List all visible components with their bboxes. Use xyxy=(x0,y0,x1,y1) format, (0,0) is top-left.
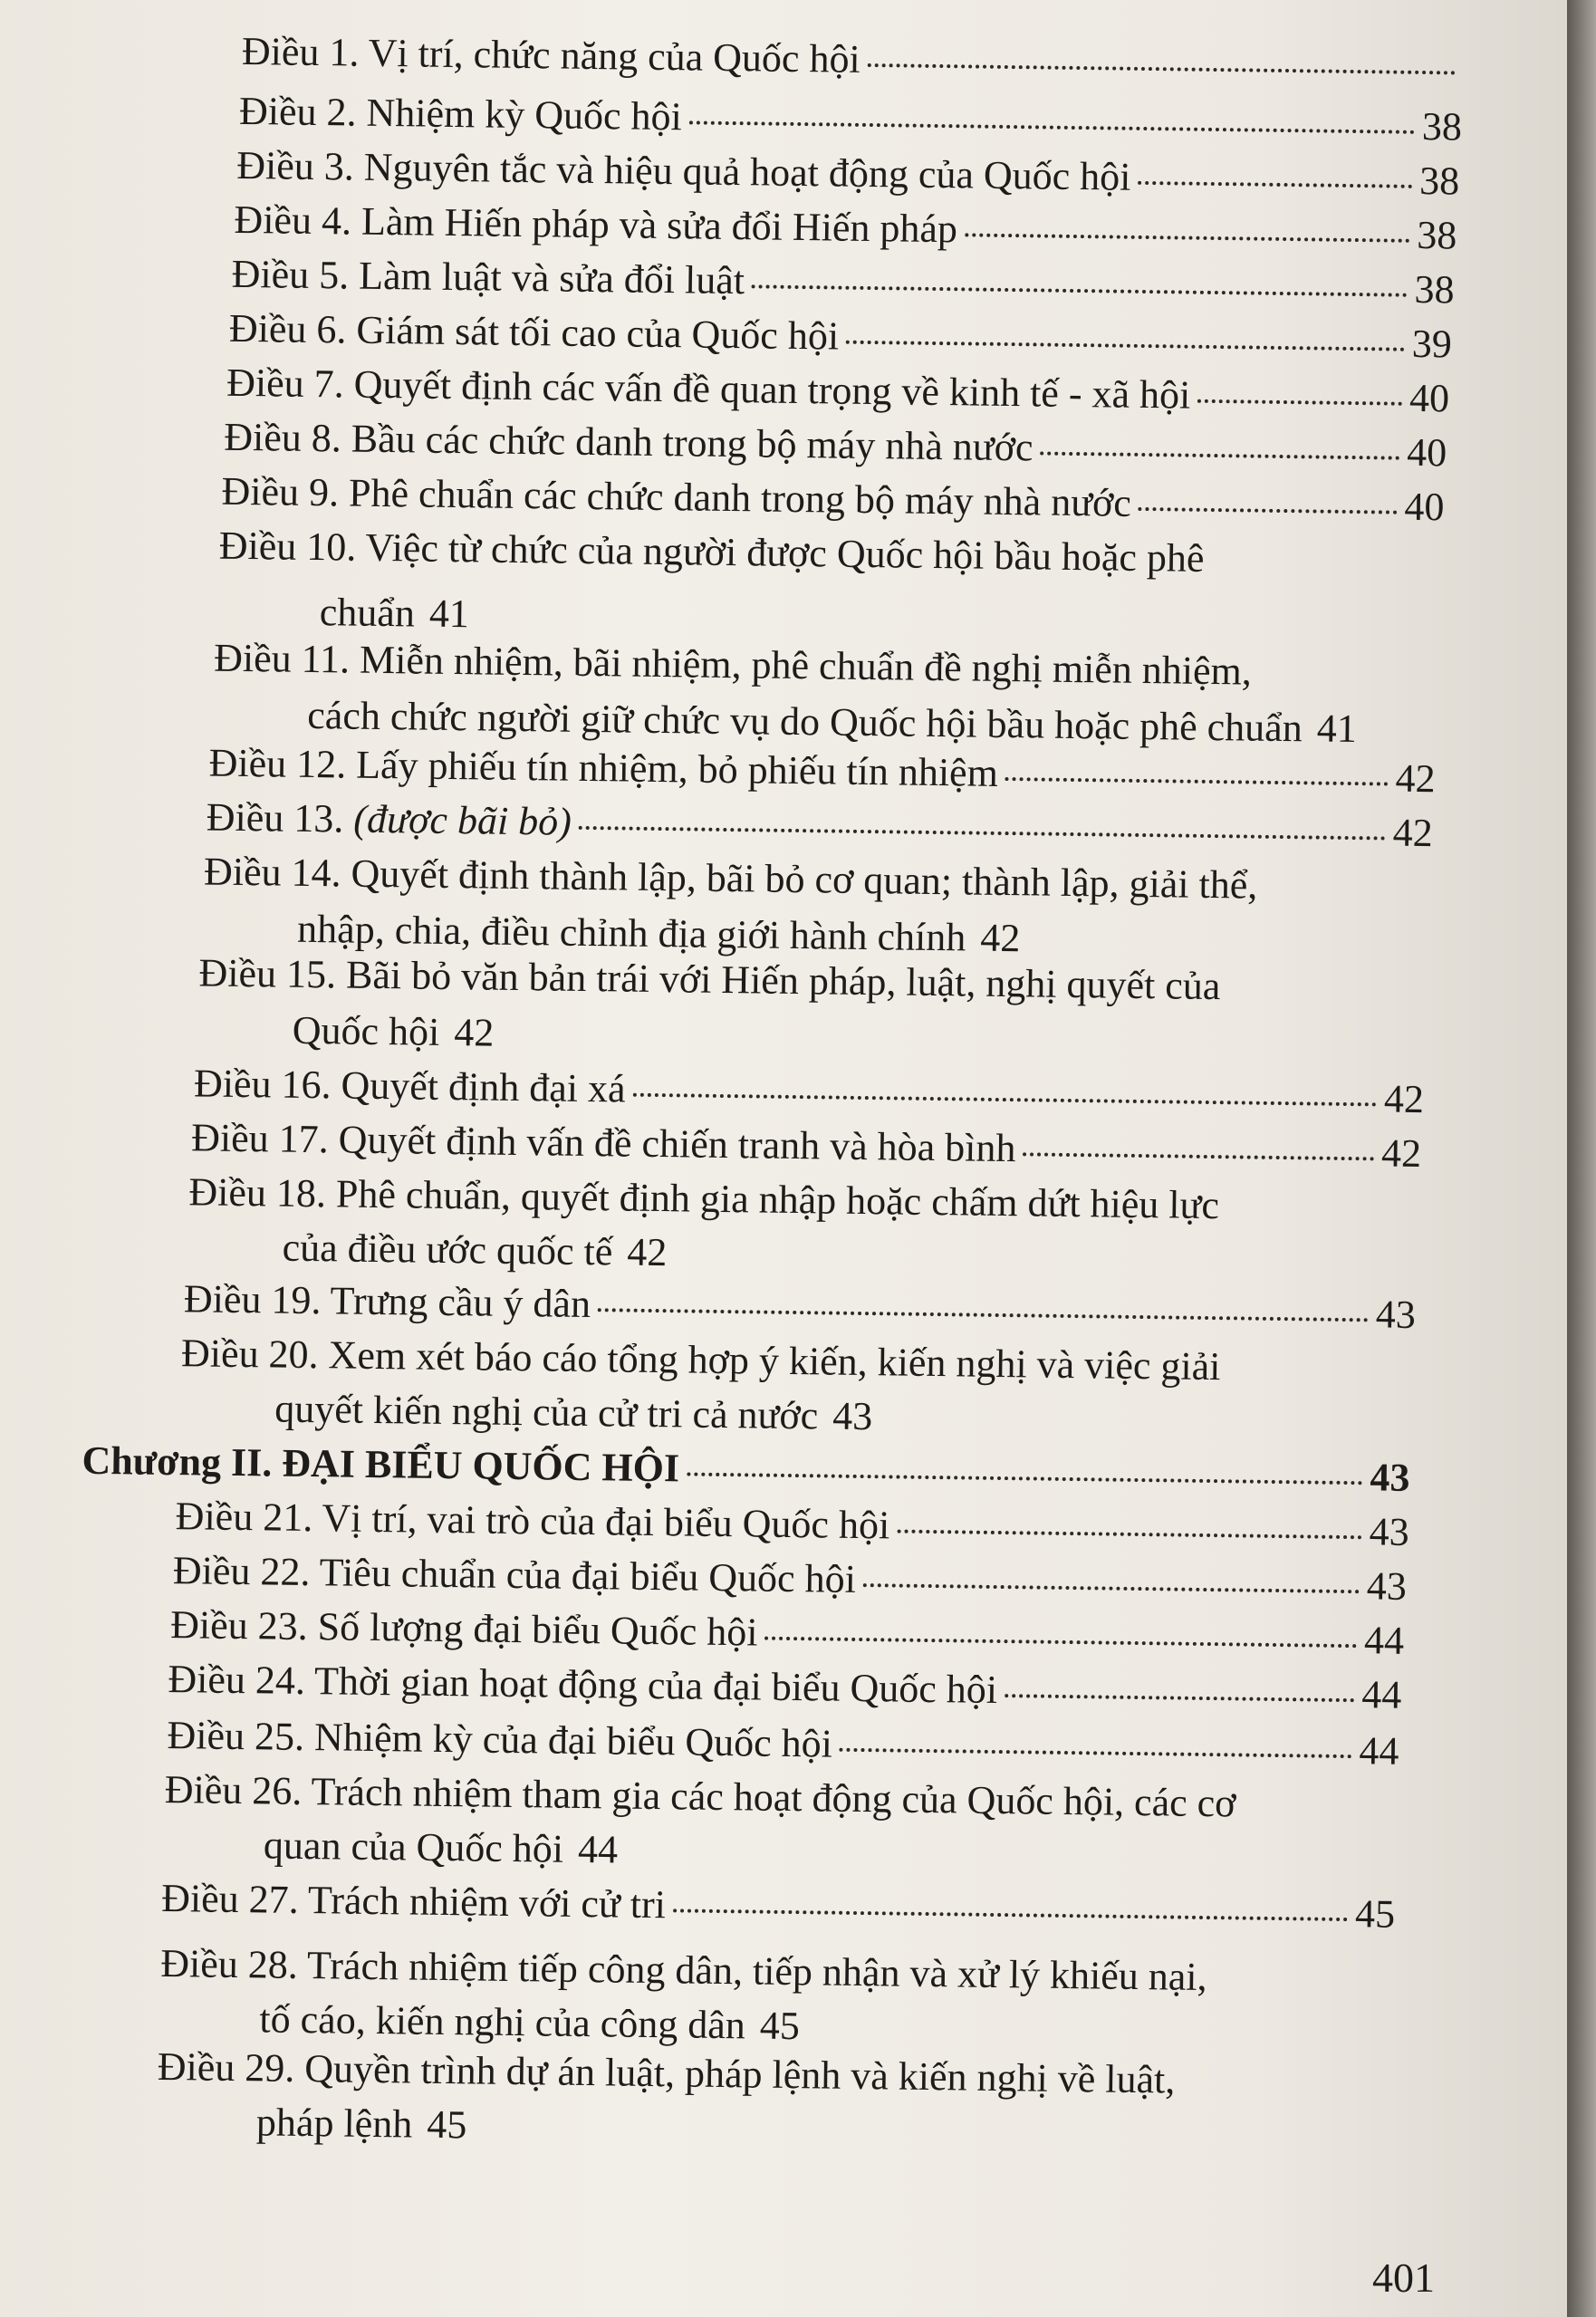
dot-leader xyxy=(846,341,1405,351)
entry-title-line1: Điều 10. Việc từ chức của người được Quốc hội bầu hoặc phê xyxy=(218,523,1205,581)
entry-page: 42 xyxy=(453,1010,495,1055)
toc-entry-dieu-26 xyxy=(164,1764,1399,1886)
dot-leader xyxy=(571,1827,572,1875)
entry-page: 41 xyxy=(1316,706,1358,752)
entry-title-line2: tố cáo, kiến nghị của công dân xyxy=(259,1996,746,2048)
entry-title: Điều 3. Nguyên tắc và hiệu quả hoạt động của Quốc hội xyxy=(236,142,1131,199)
toc-entry-dieu-28 xyxy=(159,1938,1392,2060)
dot-leader xyxy=(1040,452,1399,460)
dot-leader xyxy=(863,1583,1360,1593)
entry-title: Điều 1. Vị trí, chức năng của Quốc hội xyxy=(241,28,861,82)
toc-entry-dieu-11 xyxy=(213,633,1438,756)
entry-title: Điều 9. Phê chuẩn các chức danh trong bộ máy nhà nước xyxy=(221,468,1132,525)
entry-title: Điều 19. Trưng cầu ý dân xyxy=(183,1276,591,1327)
entry-note-italic: (được bãi bỏ) xyxy=(353,796,572,844)
dot-leader xyxy=(598,1308,1369,1322)
entry-page: 44 xyxy=(1360,1672,1402,1717)
entry-page: 42 xyxy=(1395,755,1436,802)
entry-page: 39 xyxy=(1411,321,1453,367)
entry-title-line1: Điều 20. Xem xét báo cáo tổng hợp ý kiến, kiến nghị và việc giải xyxy=(180,1331,1221,1389)
dot-leader xyxy=(419,2102,420,2150)
entry-title-line2: quyết kiến nghị của cử tri cả nước xyxy=(274,1386,819,1438)
dot-leader xyxy=(752,284,1408,296)
entry-title-line2: Quốc hội xyxy=(292,1007,440,1054)
entry-label: Điều 13. xyxy=(206,794,344,841)
dot-leader xyxy=(1197,399,1402,406)
entry-title: Điều 4. Làm Hiến pháp và sửa đổi Hiến pháp xyxy=(234,197,958,252)
entry-page: 43 xyxy=(832,1393,873,1439)
dot-leader xyxy=(897,1530,1361,1540)
entry-page: 40 xyxy=(1404,484,1445,530)
entry-title xyxy=(206,792,572,847)
entry-title-line2: chuẩn xyxy=(319,590,416,636)
entry-page: 42 xyxy=(979,915,1021,961)
entry-title-line2: pháp lệnh xyxy=(255,2100,413,2147)
dot-leader xyxy=(422,591,423,639)
dot-leader xyxy=(764,1637,1357,1649)
dot-leader xyxy=(687,1472,1362,1485)
dot-leader xyxy=(752,2003,753,2051)
entry-title-line2: quan của Quốc hội xyxy=(263,1822,564,1871)
entry-title-line2: của điều ước quốc tế xyxy=(282,1225,613,1274)
toc-entry-dieu-18 xyxy=(187,1167,1418,1288)
dot-leader xyxy=(1138,181,1412,188)
entry-title-line2: nhập, chia, điều chỉnh địa giới hành chính xyxy=(296,906,966,960)
entry-title: Điều 6. Giám sát tối cao của Quốc hội xyxy=(228,305,840,359)
dot-leader xyxy=(825,1393,826,1441)
dot-leader xyxy=(1023,1152,1374,1160)
entry-page: 42 xyxy=(1380,1130,1422,1177)
entry-page: 43 xyxy=(1375,1292,1417,1338)
entry-title: Điều 21. Vị trí, vai trò của đại biểu Quốc hội xyxy=(175,1494,890,1548)
entry-title: Điều 23. Số lượng đại biểu Quốc hội xyxy=(169,1602,758,1655)
book-edge xyxy=(1567,0,1596,2317)
entry-title-line1: Điều 14. Quyết định thành lập, bãi bỏ cơ quan; thành lập, giải thể, xyxy=(203,849,1258,908)
entry-title: Điều 22. Tiêu chuẩn của đại biểu Quốc hội xyxy=(172,1548,857,1601)
dot-leader xyxy=(1139,507,1398,514)
entry-title-line1: Điều 28. Trách nhiệm tiếp công dân, tiếp nhận và xử lý khiếu nại, xyxy=(159,1940,1207,2000)
entry-page: 43 xyxy=(1370,1455,1410,1500)
page-number: 401 xyxy=(1372,2255,1435,2301)
dot-leader xyxy=(673,1908,1348,1921)
entry-title: Điều 7. Quyết định các vấn đề quan trọng về kinh tế - xã hội xyxy=(226,360,1191,418)
entry-page: 45 xyxy=(1354,1891,1396,1937)
dot-leader xyxy=(1005,777,1389,786)
entry-title: Điều 5. Làm luật và sửa đổi luật xyxy=(231,251,745,303)
entry-page: 38 xyxy=(1417,212,1457,258)
dot-leader xyxy=(632,1093,1376,1107)
entry-title: Điều 12. Lấy phiếu tín nhiệm, bỏ phiếu tín nhiệm xyxy=(208,740,999,795)
entry-page: 41 xyxy=(428,591,470,637)
entry-title: Điều 2. Nhiệm kỳ Quốc hội xyxy=(238,88,683,139)
entry-page: 42 xyxy=(627,1229,668,1275)
entry-title: Điều 8. Bầu các chức danh trong bộ máy nhà nước xyxy=(224,414,1034,470)
entry-title-line1: Điều 29. Quyền trình dự án luật, pháp lệnh và kiến nghị về luật, xyxy=(157,2043,1176,2102)
entry-title-line1: Điều 15. Bãi bỏ văn bản trái với Hiến pháp, luật, nghị quyết của xyxy=(198,950,1221,1009)
entry-page: 40 xyxy=(1409,375,1450,421)
entry-page: 38 xyxy=(1421,103,1463,149)
entry-page: 42 xyxy=(1383,1076,1425,1122)
entry-title-line1: Điều 26. Trách nhiệm tham gia các hoạt động của Quốc hội, các cơ xyxy=(164,1766,1236,1826)
dot-leader xyxy=(868,63,1456,74)
entry-title-line1: Điều 11. Miễn nhiệm, bãi nhiệm, phê chuẩn đề nghị miễn nhiệm, xyxy=(213,635,1253,694)
toc-entry-dieu-15 xyxy=(197,947,1427,1071)
dot-leader xyxy=(840,1748,1352,1758)
entry-title: Điều 24. Thời gian hoạt động của đại biểu Quốc hội xyxy=(168,1657,998,1712)
entry-page: 38 xyxy=(1418,158,1460,204)
entry-title: Điều 16. Quyết định đại xá xyxy=(193,1061,626,1111)
entry-page: 44 xyxy=(577,1826,619,1872)
entry-page: 44 xyxy=(1363,1618,1405,1663)
dot-leader xyxy=(1309,706,1310,754)
dot-leader xyxy=(689,120,1415,133)
entry-page: 45 xyxy=(426,2101,467,2148)
entry-title: Điều 25. Nhiệm kỳ của đại biểu Quốc hội xyxy=(167,1713,833,1766)
entry-page: 43 xyxy=(1369,1509,1409,1554)
entry-page: 43 xyxy=(1366,1563,1408,1609)
entry-title-line1: Điều 18. Phê chuẩn, quyết định gia nhập hoặc chấm dứt hiệu lực xyxy=(188,1169,1220,1228)
toc-entry-dieu-29 xyxy=(157,2042,1391,2163)
dot-leader xyxy=(579,826,1386,841)
entry-title: Điều 17. Quyết định vấn đề chiến tranh và hòa bình xyxy=(190,1115,1016,1171)
entry-title-line2: cách chức người giữ chức vụ do Quốc hội bầu hoặc phê chuẩn xyxy=(307,692,1303,751)
entry-page: 45 xyxy=(759,2003,801,2049)
dot-leader xyxy=(1005,1694,1354,1702)
dot-leader xyxy=(973,916,974,964)
entry-title: Điều 27. Trách nhiệm với cử tri xyxy=(160,1875,667,1928)
toc-entry-dieu-1 xyxy=(242,26,1464,93)
entry-page: 44 xyxy=(1359,1728,1399,1774)
entry-page: 40 xyxy=(1406,429,1447,476)
entry-page: 42 xyxy=(1392,810,1434,856)
entry-page: 38 xyxy=(1414,266,1455,312)
dot-leader xyxy=(965,233,1409,242)
toc-entry-dieu-20 xyxy=(180,1328,1413,1449)
chapter-title: Chương II. ĐẠI BIỂU QUỐC HỘI xyxy=(82,1437,680,1491)
toc-entry-dieu-10 xyxy=(217,521,1442,653)
